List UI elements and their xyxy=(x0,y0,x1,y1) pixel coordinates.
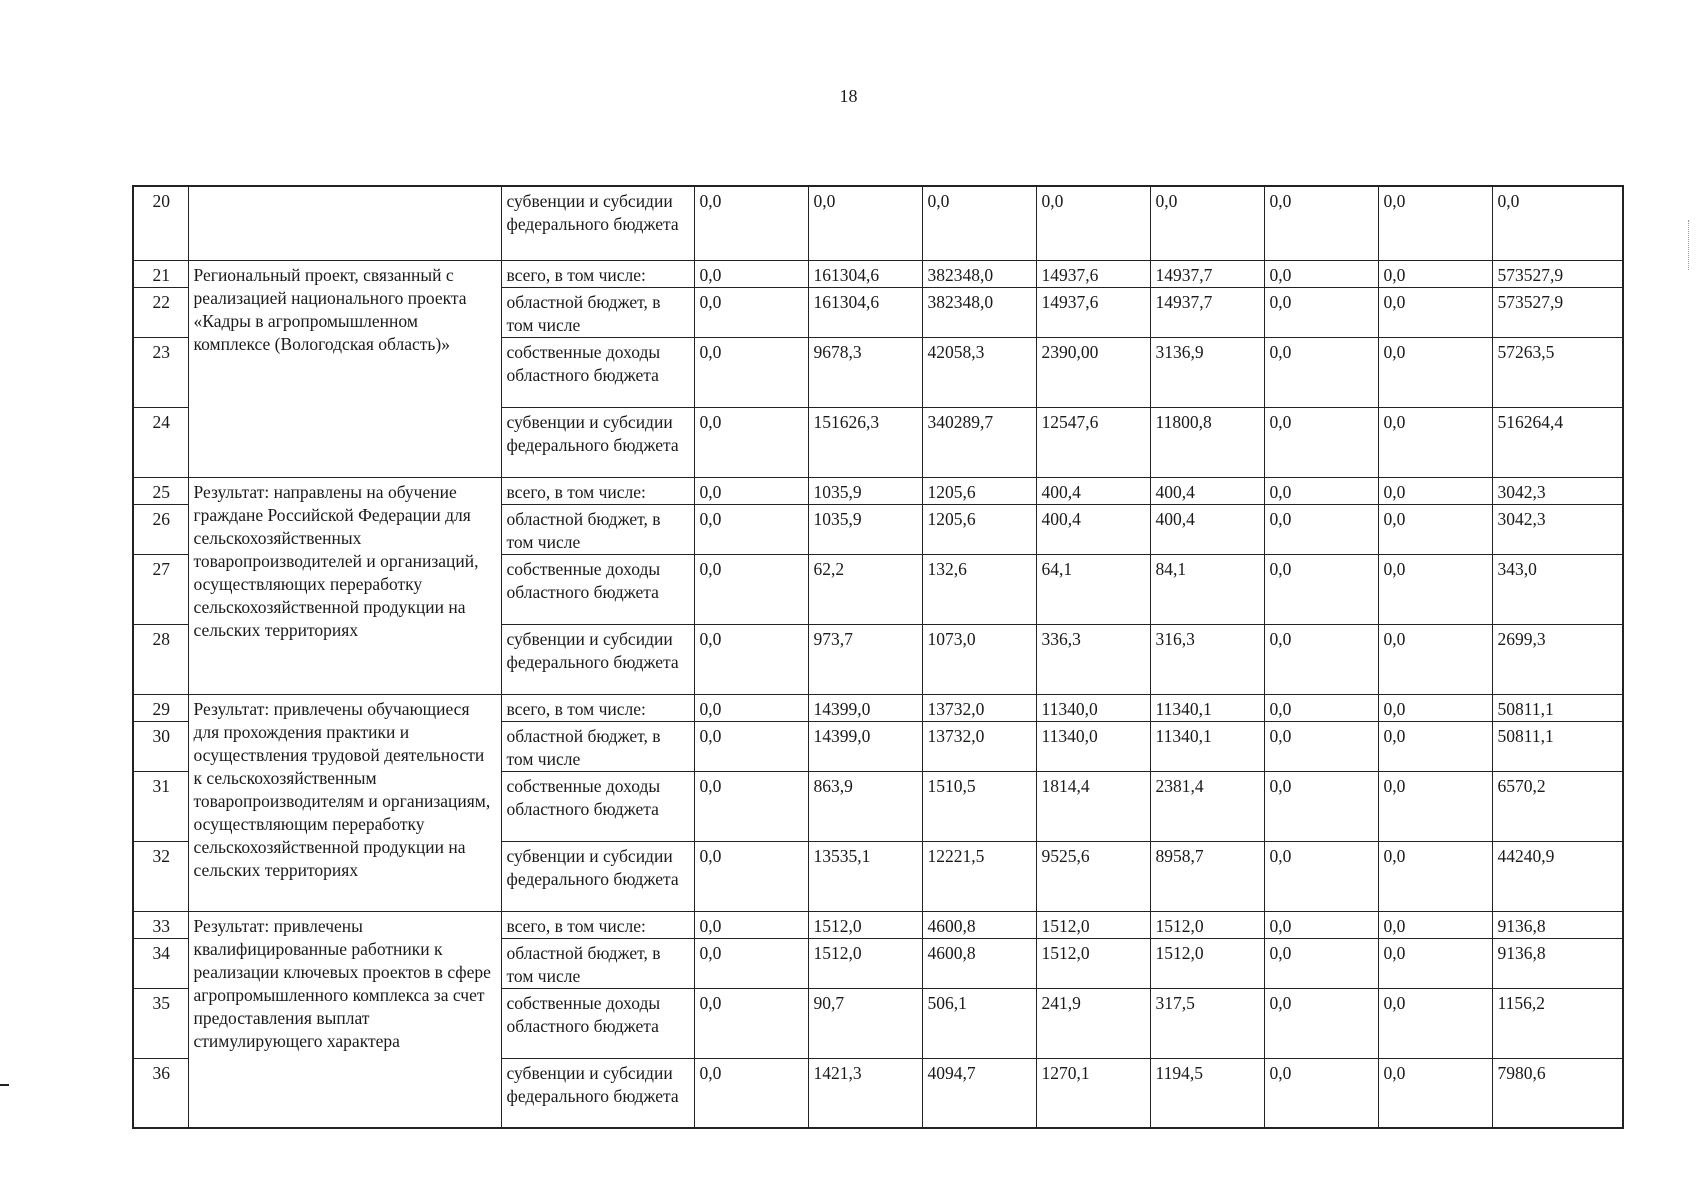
value-cell: 0,0 xyxy=(1150,186,1264,260)
value-cell: 0,0 xyxy=(1264,938,1378,988)
value-cell: 161304,6 xyxy=(808,260,922,287)
funding-source: всего, в том числе: xyxy=(501,694,694,721)
value-cell: 0,0 xyxy=(694,988,808,1058)
value-cell: 84,1 xyxy=(1150,554,1264,624)
value-cell: 0,0 xyxy=(694,624,808,694)
value-cell: 12221,5 xyxy=(922,841,1036,911)
value-cell: 0,0 xyxy=(694,260,808,287)
value-cell: 8958,7 xyxy=(1150,841,1264,911)
result-name: Результат: привлечены квалифицированные работники к реализации ключевых проектов в сфере агропромышленного комплекса за счет предоставления выплат стимулирующего характера xyxy=(188,911,501,1128)
table-body xyxy=(133,186,1623,1128)
value-cell: 0,0 xyxy=(694,938,808,988)
budget-table xyxy=(132,185,1624,1129)
value-cell: 400,4 xyxy=(1150,477,1264,504)
value-cell: 6570,2 xyxy=(1492,771,1623,841)
funding-source: всего, в том числе: xyxy=(501,911,694,938)
row-number: 26 xyxy=(133,504,188,554)
value-cell: 0,0 xyxy=(1378,337,1492,407)
value-cell: 400,4 xyxy=(1150,504,1264,554)
value-cell: 0,0 xyxy=(694,186,808,260)
value-cell: 0,0 xyxy=(1378,694,1492,721)
value-cell: 3042,3 xyxy=(1492,504,1623,554)
value-cell: 0,0 xyxy=(1378,721,1492,771)
value-cell: 2381,4 xyxy=(1150,771,1264,841)
value-cell: 863,9 xyxy=(808,771,922,841)
funding-source: субвенции и субсидии федерального бюджета xyxy=(501,1058,694,1128)
value-cell: 50811,1 xyxy=(1492,721,1623,771)
value-cell: 0,0 xyxy=(694,504,808,554)
value-cell: 1510,5 xyxy=(922,771,1036,841)
row-number: 20 xyxy=(133,186,188,260)
funding-source: областной бюджет, в том числе xyxy=(501,721,694,771)
value-cell: 573527,9 xyxy=(1492,260,1623,287)
value-cell: 0,0 xyxy=(694,721,808,771)
value-cell: 1205,6 xyxy=(922,504,1036,554)
value-cell: 4600,8 xyxy=(922,938,1036,988)
value-cell: 400,4 xyxy=(1036,477,1150,504)
value-cell: 573527,9 xyxy=(1492,287,1623,337)
value-cell: 13535,1 xyxy=(808,841,922,911)
funding-source: областной бюджет, в том числе xyxy=(501,938,694,988)
value-cell: 4600,8 xyxy=(922,911,1036,938)
value-cell: 1814,4 xyxy=(1036,771,1150,841)
value-cell: 14937,6 xyxy=(1036,260,1150,287)
value-cell: 0,0 xyxy=(1264,911,1378,938)
value-cell: 0,0 xyxy=(694,1058,808,1128)
funding-source: субвенции и субсидии федерального бюджета xyxy=(501,841,694,911)
value-cell: 0,0 xyxy=(808,186,922,260)
value-cell: 62,2 xyxy=(808,554,922,624)
value-cell: 2699,3 xyxy=(1492,624,1623,694)
result-name: Результат: направлены на обучение граждане Российской Федерации для сельскохозяйственных товаропроизводителей и организаций, осуществляющих переработку сельскохозяйственной продукции на сельских территориях xyxy=(188,477,501,694)
value-cell: 9525,6 xyxy=(1036,841,1150,911)
value-cell: 316,3 xyxy=(1150,624,1264,694)
value-cell: 151626,3 xyxy=(808,407,922,477)
value-cell: 0,0 xyxy=(1264,841,1378,911)
value-cell: 0,0 xyxy=(694,477,808,504)
funding-source: областной бюджет, в том числе xyxy=(501,287,694,337)
value-cell: 11340,0 xyxy=(1036,721,1150,771)
value-cell: 14399,0 xyxy=(808,694,922,721)
value-cell: 0,0 xyxy=(1378,477,1492,504)
funding-source: собственные доходы областного бюджета xyxy=(501,771,694,841)
funding-source: всего, в том числе: xyxy=(501,260,694,287)
value-cell: 1512,0 xyxy=(1150,911,1264,938)
value-cell: 0,0 xyxy=(1264,407,1378,477)
regional-project-name: Региональный проект, связанный с реализацией национального проекта «Кадры в агропромышленном комплексе (Вологодская область)» xyxy=(188,260,501,477)
value-cell: 0,0 xyxy=(1264,337,1378,407)
value-cell: 1035,9 xyxy=(808,477,922,504)
funding-source: субвенции и субсидии федерального бюджета xyxy=(501,407,694,477)
funding-source: собственные доходы областного бюджета xyxy=(501,554,694,624)
value-cell: 0,0 xyxy=(694,911,808,938)
value-cell: 382348,0 xyxy=(922,287,1036,337)
value-cell: 1512,0 xyxy=(808,911,922,938)
table-row xyxy=(133,260,1623,287)
value-cell: 0,0 xyxy=(1378,287,1492,337)
funding-source: субвенции и субсидии федерального бюджета xyxy=(501,186,694,260)
funding-source: собственные доходы областного бюджета xyxy=(501,337,694,407)
value-cell: 1035,9 xyxy=(808,504,922,554)
funding-source: собственные доходы областного бюджета xyxy=(501,988,694,1058)
value-cell: 0,0 xyxy=(1378,988,1492,1058)
value-cell: 1156,2 xyxy=(1492,988,1623,1058)
table-row xyxy=(133,694,1623,721)
value-cell: 0,0 xyxy=(1378,186,1492,260)
value-cell: 1270,1 xyxy=(1036,1058,1150,1128)
value-cell: 11340,0 xyxy=(1036,694,1150,721)
value-cell: 13732,0 xyxy=(922,694,1036,721)
value-cell: 0,0 xyxy=(694,287,808,337)
value-cell: 506,1 xyxy=(922,988,1036,1058)
value-cell: 0,0 xyxy=(1378,554,1492,624)
value-cell: 132,6 xyxy=(922,554,1036,624)
value-cell: 0,0 xyxy=(1264,260,1378,287)
value-cell: 1512,0 xyxy=(1150,938,1264,988)
value-cell: 0,0 xyxy=(1378,260,1492,287)
row-name-empty xyxy=(188,186,501,260)
result-name: Результат: привлечены обучающиеся для прохождения практики и осуществления трудовой деятельности к сельскохозяйственным товаропроизводителям и организациям, осуществляющим переработку сельскохозяйственной продукции на сельских территориях xyxy=(188,694,501,911)
value-cell: 0,0 xyxy=(1492,186,1623,260)
value-cell: 0,0 xyxy=(1378,407,1492,477)
value-cell: 0,0 xyxy=(1378,504,1492,554)
row-number: 33 xyxy=(133,911,188,938)
row-number: 31 xyxy=(133,771,188,841)
row-number: 25 xyxy=(133,477,188,504)
value-cell: 0,0 xyxy=(1264,694,1378,721)
scan-edge-mark xyxy=(1688,220,1691,270)
value-cell: 516264,4 xyxy=(1492,407,1623,477)
value-cell: 0,0 xyxy=(1378,911,1492,938)
value-cell: 0,0 xyxy=(1264,186,1378,260)
value-cell: 0,0 xyxy=(1378,938,1492,988)
value-cell: 9136,8 xyxy=(1492,911,1623,938)
value-cell: 1205,6 xyxy=(922,477,1036,504)
row-number: 22 xyxy=(133,287,188,337)
value-cell: 1512,0 xyxy=(1036,911,1150,938)
value-cell: 343,0 xyxy=(1492,554,1623,624)
value-cell: 14399,0 xyxy=(808,721,922,771)
value-cell: 0,0 xyxy=(694,841,808,911)
value-cell: 241,9 xyxy=(1036,988,1150,1058)
value-cell: 0,0 xyxy=(1036,186,1150,260)
row-number: 24 xyxy=(133,407,188,477)
table-row xyxy=(133,911,1623,938)
row-number: 30 xyxy=(133,721,188,771)
value-cell: 1194,5 xyxy=(1150,1058,1264,1128)
value-cell: 50811,1 xyxy=(1492,694,1623,721)
scan-margin-mark xyxy=(0,1084,9,1086)
row-number: 29 xyxy=(133,694,188,721)
row-number: 27 xyxy=(133,554,188,624)
value-cell: 0,0 xyxy=(1264,554,1378,624)
value-cell: 11340,1 xyxy=(1150,721,1264,771)
value-cell: 4094,7 xyxy=(922,1058,1036,1128)
row-number: 21 xyxy=(133,260,188,287)
row-number: 34 xyxy=(133,938,188,988)
value-cell: 0,0 xyxy=(1378,771,1492,841)
value-cell: 3042,3 xyxy=(1492,477,1623,504)
value-cell: 336,3 xyxy=(1036,624,1150,694)
value-cell: 9136,8 xyxy=(1492,938,1623,988)
value-cell: 161304,6 xyxy=(808,287,922,337)
value-cell: 340289,7 xyxy=(922,407,1036,477)
value-cell: 90,7 xyxy=(808,988,922,1058)
value-cell: 1421,3 xyxy=(808,1058,922,1128)
value-cell: 1512,0 xyxy=(808,938,922,988)
value-cell: 13732,0 xyxy=(922,721,1036,771)
value-cell: 0,0 xyxy=(694,771,808,841)
value-cell: 0,0 xyxy=(1378,841,1492,911)
value-cell: 0,0 xyxy=(1264,504,1378,554)
row-number: 32 xyxy=(133,841,188,911)
value-cell: 14937,6 xyxy=(1036,287,1150,337)
page-number: 18 xyxy=(839,86,858,106)
value-cell: 0,0 xyxy=(1378,1058,1492,1128)
value-cell: 1073,0 xyxy=(922,624,1036,694)
value-cell: 14937,7 xyxy=(1150,260,1264,287)
value-cell: 0,0 xyxy=(694,554,808,624)
value-cell: 7980,6 xyxy=(1492,1058,1623,1128)
funding-source: субвенции и субсидии федерального бюджета xyxy=(501,624,694,694)
value-cell: 0,0 xyxy=(694,407,808,477)
value-cell: 1512,0 xyxy=(1036,938,1150,988)
table-row xyxy=(133,186,1623,260)
value-cell: 0,0 xyxy=(1264,988,1378,1058)
value-cell: 0,0 xyxy=(694,337,808,407)
value-cell: 0,0 xyxy=(1264,721,1378,771)
value-cell: 44240,9 xyxy=(1492,841,1623,911)
value-cell: 0,0 xyxy=(1264,624,1378,694)
value-cell: 12547,6 xyxy=(1036,407,1150,477)
value-cell: 0,0 xyxy=(694,694,808,721)
value-cell: 973,7 xyxy=(808,624,922,694)
value-cell: 0,0 xyxy=(1264,477,1378,504)
funding-source: всего, в том числе: xyxy=(501,477,694,504)
value-cell: 0,0 xyxy=(1378,624,1492,694)
value-cell: 11800,8 xyxy=(1150,407,1264,477)
value-cell: 0,0 xyxy=(1264,771,1378,841)
table-row xyxy=(133,477,1623,504)
row-number: 36 xyxy=(133,1058,188,1128)
value-cell: 3136,9 xyxy=(1150,337,1264,407)
value-cell: 0,0 xyxy=(1264,1058,1378,1128)
funding-source: областной бюджет, в том числе xyxy=(501,504,694,554)
value-cell: 14937,7 xyxy=(1150,287,1264,337)
row-number: 23 xyxy=(133,337,188,407)
value-cell: 382348,0 xyxy=(922,260,1036,287)
value-cell: 9678,3 xyxy=(808,337,922,407)
value-cell: 2390,00 xyxy=(1036,337,1150,407)
value-cell: 11340,1 xyxy=(1150,694,1264,721)
row-number: 28 xyxy=(133,624,188,694)
value-cell: 317,5 xyxy=(1150,988,1264,1058)
value-cell: 57263,5 xyxy=(1492,337,1623,407)
value-cell: 0,0 xyxy=(922,186,1036,260)
value-cell: 0,0 xyxy=(1264,287,1378,337)
row-number: 35 xyxy=(133,988,188,1058)
value-cell: 64,1 xyxy=(1036,554,1150,624)
value-cell: 400,4 xyxy=(1036,504,1150,554)
value-cell: 42058,3 xyxy=(922,337,1036,407)
